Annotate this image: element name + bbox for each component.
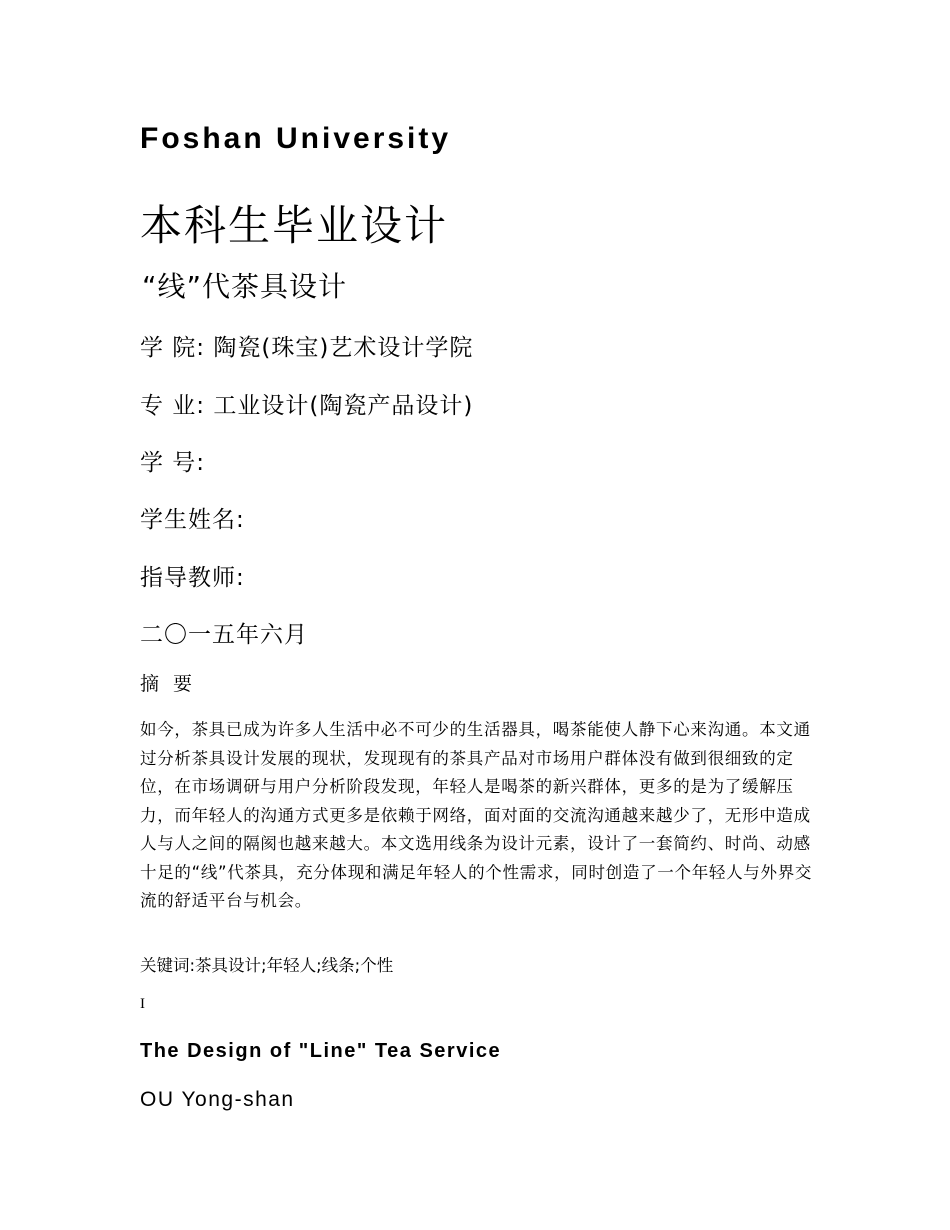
english-title: The Design of "Line" Tea Service [140, 1040, 502, 1062]
english-author: OU Yong-shan [140, 1088, 295, 1111]
university-name: Foshan University [140, 122, 452, 155]
student-id-field [140, 444, 205, 477]
keywords-line: 关键词:茶具设计;年轻人;线条;个性 [140, 956, 394, 975]
major-label: 专 业: [140, 393, 214, 419]
student-name-field [140, 501, 245, 534]
student-id-label: 学 号: [140, 450, 206, 476]
thesis-title: “线”代茶具设计 [142, 270, 348, 303]
advisor-label: 指导教师: [140, 565, 245, 591]
college-value: 陶瓷(珠宝)艺术设计学院 [213, 335, 474, 361]
college-field [140, 329, 473, 362]
abstract-body: 如今，茶具已成为许多人生活中必不可少的生活器具，喝茶能使人静下心来沟通。本文通过分析茶具设计发展的现状，发现现有的茶具产品对市场用户群体没有做到很细致的定位，在市场调研与用户分析阶段发现，年轻人是喝茶的新兴群体，更多的是为了缓解压力，而年轻人的沟通方式更多是依赖于网络，面对面的交流沟通越来越少了，无形中造成人与人之间的隔阂也越来越大。本文选用线条为设计元素，设计了一套简约、时尚、动感十足的“线”代茶具，充分体现和满足年轻人的个性需求，同时创造了一个年轻人与外界交流的舒适平台与机会。 [140, 720, 813, 910]
student-name-label: 学生姓名: [140, 507, 245, 533]
abstract-heading: 摘 要 [140, 673, 197, 695]
page-number: I [140, 996, 145, 1012]
major-value: 工业设计(陶瓷产品设计) [213, 393, 474, 419]
college-label: 学 院: [140, 335, 214, 361]
document-type-heading: 本科生毕业设计 [140, 201, 449, 250]
major-field [140, 387, 473, 420]
submission-date: 二〇一五年六月 [140, 622, 308, 648]
advisor-field [140, 559, 245, 592]
